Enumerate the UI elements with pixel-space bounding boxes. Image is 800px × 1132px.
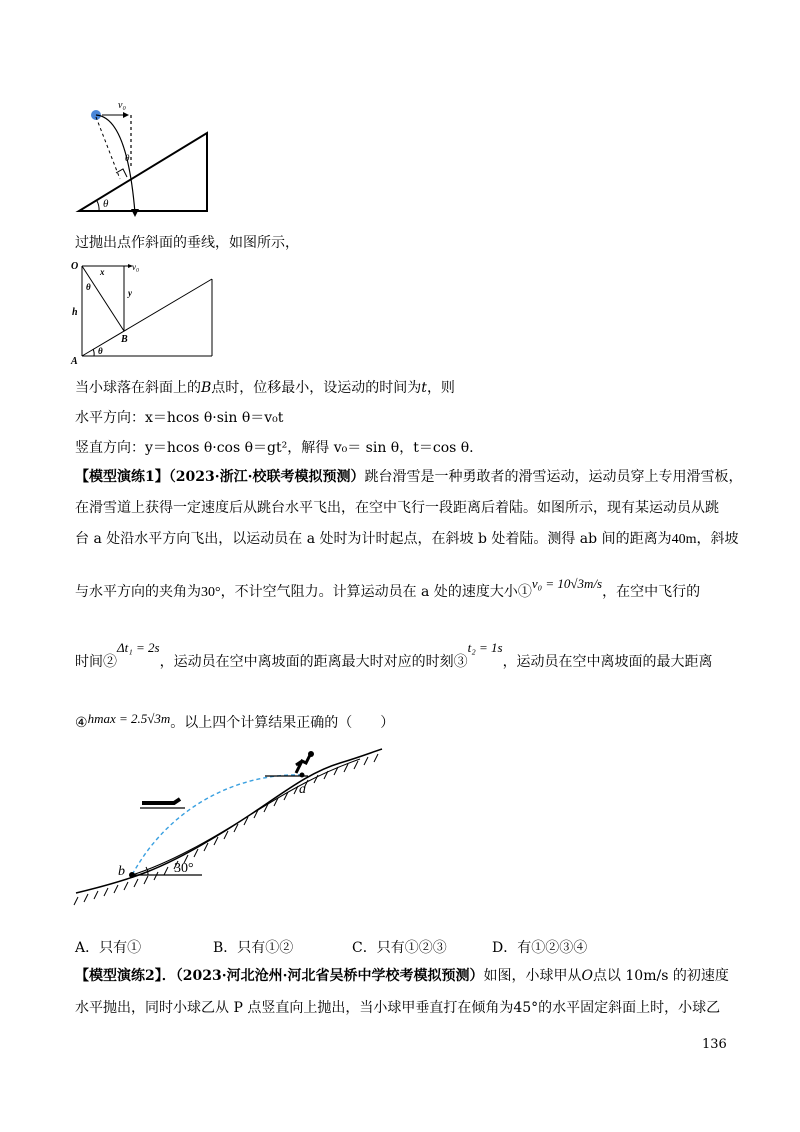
option-b[interactable]: B．只有①②	[213, 940, 294, 956]
option-d[interactable]: D．有①②③④	[492, 940, 588, 956]
angle-arc	[97, 201, 99, 211]
example-1-text-6a: ④	[75, 715, 88, 731]
skier-at-a	[296, 755, 310, 773]
figure-perpendicular	[68, 256, 218, 366]
text-line-1: 过抛出点作斜面的垂线，如图所示，	[75, 235, 299, 251]
text-line-2	[75, 379, 455, 397]
v0-label: v₀	[118, 100, 126, 111]
formula-v0: v₀ = 10√3m/s	[531, 576, 603, 591]
example-2-text-1b: O	[581, 968, 593, 984]
text-l2-c: 点时，位移最小，设运动的时间为	[211, 380, 422, 396]
example-1-text-6b: 。以上四个计算结果正确的（ ）	[170, 715, 395, 731]
incline-line	[82, 279, 212, 356]
trajectory-curve	[96, 115, 135, 213]
option-c[interactable]: C．只有①②③	[352, 940, 447, 956]
label-theta-bottom: θ	[98, 346, 103, 356]
example-1-text-5c: ，运动员在空中离坡面的最大距离	[502, 654, 713, 670]
example-2-line-1	[75, 967, 729, 985]
label-30-degrees: 30°	[174, 861, 194, 876]
example-1-line-3	[75, 530, 738, 549]
text-l2-d: t	[421, 380, 427, 396]
option-a[interactable]: A．只有①	[75, 940, 142, 956]
angle-value: 30°	[201, 585, 221, 600]
text-line-3: 水平方向：x＝hcos θ·sin θ＝v₀t	[75, 410, 284, 426]
label-y: y	[128, 288, 132, 298]
angle-arc-30	[146, 867, 148, 875]
angle-arc-bottom	[93, 349, 94, 356]
page-number: 136	[702, 1037, 727, 1052]
example-1-text-5a: 时间②	[75, 654, 117, 670]
label-A: A	[71, 356, 78, 366]
label-a: a	[299, 782, 306, 797]
example-1-text-4a: 与水平方向的夹角为	[75, 584, 201, 600]
label-B: B	[121, 334, 128, 345]
incline-triangle	[79, 133, 207, 211]
formula-hmax: hmax = 2.5√3m	[87, 711, 171, 726]
text-l2-e: ，则	[426, 380, 455, 396]
theta-top-label: θ	[125, 153, 130, 163]
example-1-text-4c: ，在空中飞行的	[602, 584, 701, 600]
label-v0: v₀	[132, 262, 140, 272]
label-theta-top: θ	[86, 282, 91, 292]
text-line-4: 竖直方向：y＝hcos θ·cos θ＝gt²，解得 v₀＝ sin θ，t＝cos θ.	[75, 440, 474, 456]
trajectory-dashed	[132, 775, 302, 875]
label-h: h	[72, 307, 78, 318]
example-2-text-1a: 如图，小球甲从	[483, 968, 582, 984]
figure-ski-jump	[70, 745, 420, 915]
theta-bottom-label: θ	[103, 198, 109, 210]
example-1-line-5	[75, 640, 713, 671]
formula-t2: t₂ = 1s	[467, 640, 503, 655]
example-2-text-1c: 点以 10m/s 的初速度	[592, 968, 729, 984]
example-1-tag: 【模型演练1】（2023·浙江·校联考模拟预测）	[75, 469, 365, 485]
distance-value: 40m	[671, 532, 697, 547]
example-1-line-2: 在滑雪道上获得一定速度后从跳台水平飞出，在空中飞行一段距离后着陆。如图所示，现有某运动员从跳	[75, 500, 719, 516]
figure-incline-projectile	[75, 95, 215, 220]
label-O: O	[71, 261, 79, 272]
text-l2-b: B	[201, 380, 212, 396]
example-1-line-4	[75, 576, 701, 602]
label-b: b	[118, 864, 125, 879]
text-l2-a: 当小球落在斜面上的	[75, 380, 201, 396]
example-1-line-1	[75, 468, 742, 486]
formula-t1: Δt₁ = 2s	[117, 640, 160, 655]
example-2-tag: 【模型演练2】．（2023·河北沧州·河北省吴桥中学校考模拟预测）	[75, 968, 484, 984]
example-1-text-4b: ，不计空气阻力。计算运动员在 a 处的速度大小①	[220, 584, 532, 600]
example-2-line-2: 水平抛出，同时小球乙从 P 点竖直向上抛出，当小球甲垂直打在倾角为45°的水平固定斜面上时，小球乙	[75, 1000, 721, 1016]
example-1-text-5b: ，运动员在空中离坡面的距离最大时对应的时刻③	[159, 654, 468, 670]
example-1-text-1: 跳台滑雪是一种勇敢者的滑雪运动，运动员穿上专用滑雪板，	[364, 469, 743, 485]
label-x: x	[100, 267, 105, 277]
point-a	[300, 773, 305, 778]
example-1-text-3-end: ，斜坡	[696, 531, 739, 547]
example-1-line-6	[75, 711, 395, 732]
flying-skier	[142, 799, 180, 803]
dashed-chord	[96, 117, 120, 179]
example-1-text-3: 台 a 处沿水平方向飞出，以运动员在 a 处时为计时起点，在斜坡 b 处着陆。测得 ab 间的距离为	[75, 531, 672, 547]
skier-head	[308, 751, 314, 757]
